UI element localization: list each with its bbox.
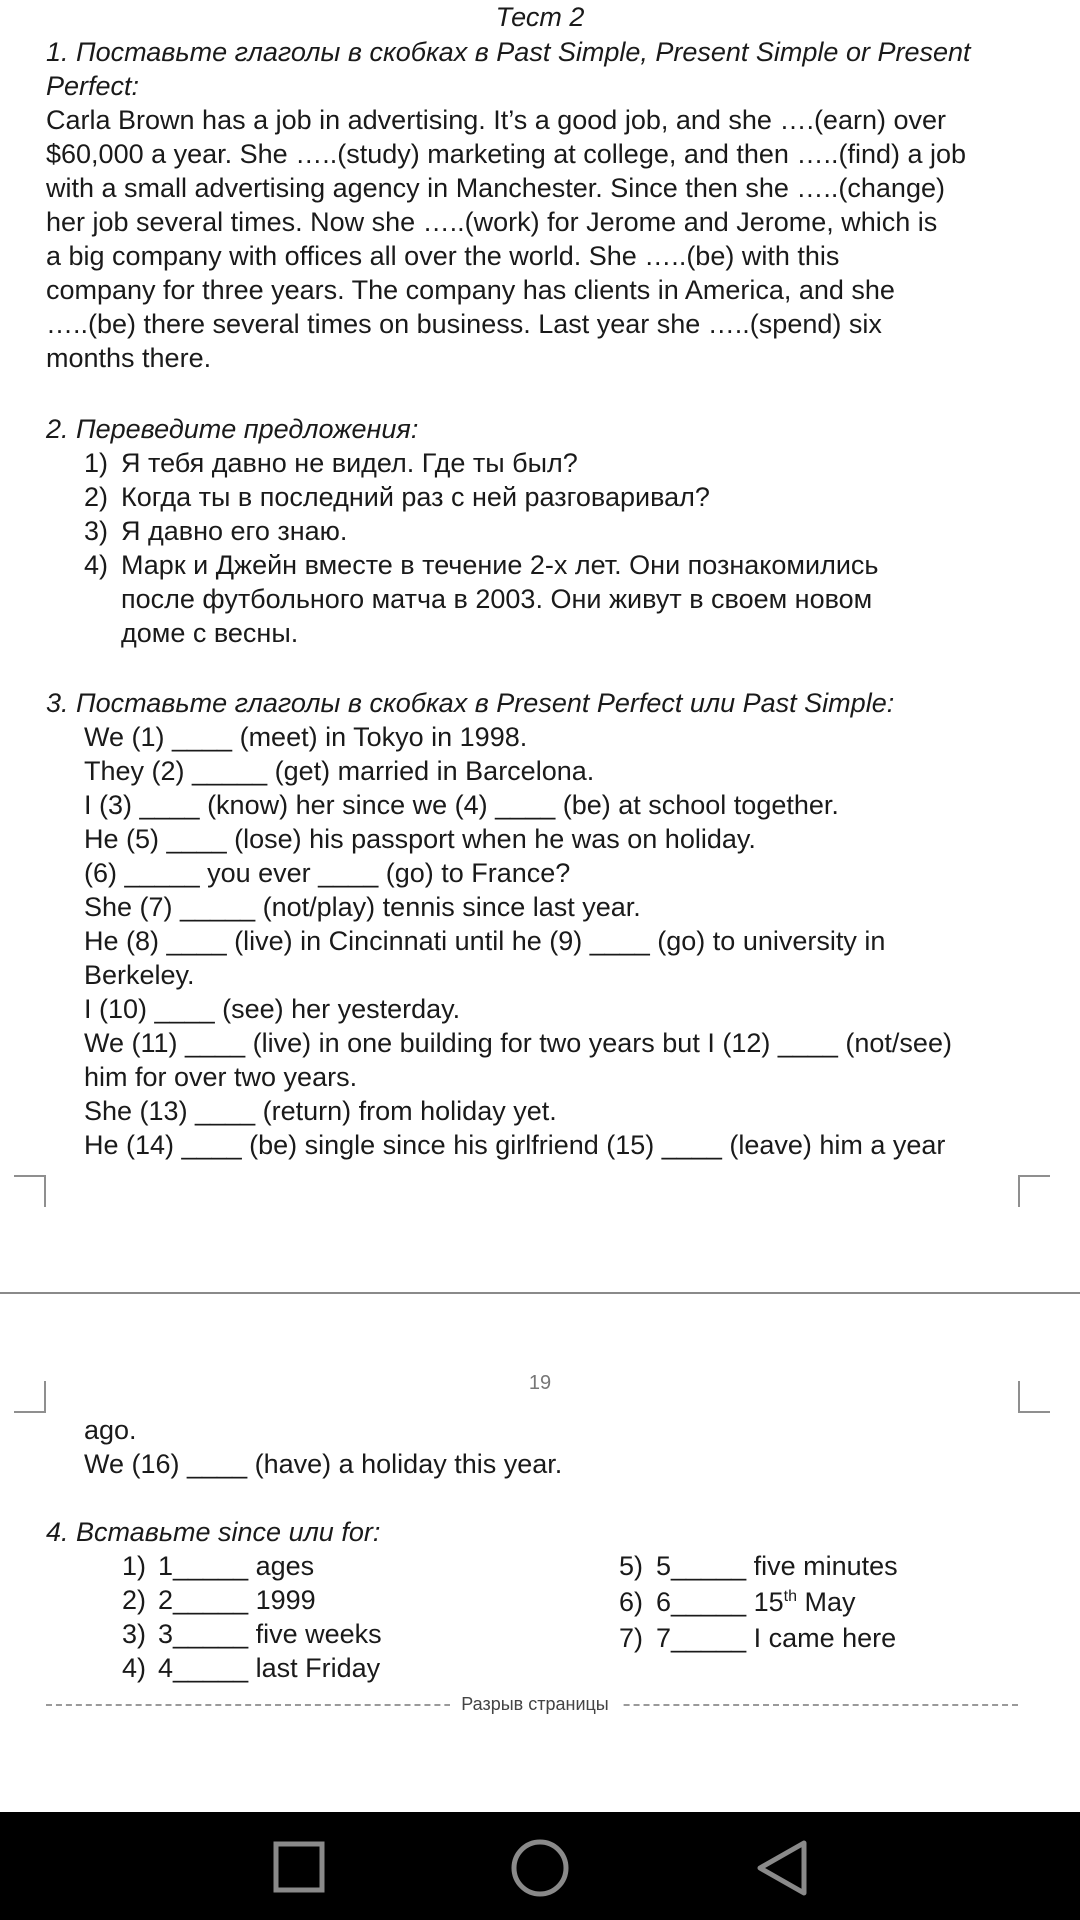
section4-item-text (656, 1585, 856, 1619)
section3-line: I (3) ____ (know) her since we (4) ____ (be) at school together. (84, 790, 839, 820)
section2-item-number: 2) (84, 482, 109, 512)
recent-apps-button[interactable] (272, 1840, 326, 1894)
section3-line: (6) _____ you ever ____ (go) to France? (84, 858, 571, 888)
section3-line: She (13) ____ (return) from holiday yet. (84, 1096, 557, 1126)
section3-heading: 3. Поставьте глаголы в скобках в Present Perfect или Past Simple: (46, 688, 895, 718)
section1-heading-line1: 1. Поставьте глаголы в скобках в Past Simple, Present Simple or Present (46, 37, 971, 67)
page-title: Тест 2 (495, 2, 585, 32)
section1-heading-line2: Perfect: (46, 71, 140, 101)
page-corner-mark (1018, 1175, 1050, 1207)
section4-item-text-main: 6_____ 15 (656, 1587, 784, 1617)
section3-line: ago. (84, 1415, 137, 1445)
section4-item-text: 2_____ 1999 (158, 1585, 316, 1615)
section4-item-number: 6) (619, 1587, 644, 1617)
section3-line: She (7) _____ (not/play) tennis since last year. (84, 892, 641, 922)
section3-line: He (8) ____ (live) in Cincinnati until he (9) ____ (go) to university in (84, 926, 886, 956)
page-corner-mark (14, 1175, 46, 1207)
section2-item-number: 1) (84, 448, 109, 478)
page-separator (0, 1292, 1080, 1294)
section4-heading: 4. Вставьте since или for: (46, 1517, 381, 1547)
section2-item-text: Я тебя давно не видел. Где ты был? (121, 448, 578, 478)
section4-item-number: 1) (122, 1551, 147, 1581)
section3-line: He (14) ____ (be) single since his girlfriend (15) ____ (leave) him a year (84, 1130, 946, 1160)
section4-item-text: 7_____ I came here (656, 1623, 897, 1653)
section4-item-text-after: May (796, 1587, 856, 1617)
home-button[interactable] (510, 1838, 570, 1898)
section1-text-line: her job several times. Now she …..(work) for Jerome and Jerome, which is (46, 207, 938, 237)
section2-item-text: Марк и Джейн вместе в течение 2-х лет. Они познакомились (121, 550, 879, 580)
page-break-label: Разрыв страницы (450, 1692, 620, 1716)
section4-item-text: 3_____ five weeks (158, 1619, 382, 1649)
section1-text-line: company for three years. The company has clients in America, and she (46, 275, 895, 305)
page-number: 19 (528, 1372, 552, 1394)
section3-line: They (2) _____ (get) married in Barcelona. (84, 756, 595, 786)
section2-item-number: 3) (84, 516, 109, 546)
section1-text-line: …..(be) there several times on business. Last year she …..(spend) six (46, 309, 882, 339)
section4-item-number: 5) (619, 1551, 644, 1581)
section1-text-line: a big company with offices all over the world. She …..(be) with this (46, 241, 840, 271)
section4-item-number: 7) (619, 1623, 644, 1653)
section4-item-number: 3) (122, 1619, 147, 1649)
section2-item-text: Когда ты в последний раз с ней разговаривал? (121, 482, 710, 512)
section4-item-text: 1_____ ages (158, 1551, 315, 1581)
ordinal-suffix: th (783, 1588, 797, 1605)
section2-item-text: после футбольного матча в 2003. Они живут в своем новом (121, 584, 873, 614)
section4-item-text: 5_____ five minutes (656, 1551, 898, 1581)
section2-item-text: доме с весны. (121, 618, 299, 648)
section1-text-line: with a small advertising agency in Manchester. Since then she …..(change) (46, 173, 945, 203)
square-icon (276, 1844, 322, 1890)
section1-text-line: Carla Brown has a job in advertising. It’s a good job, and she ….(earn) over (46, 105, 946, 135)
section4-item-number: 4) (122, 1653, 147, 1683)
section2-item-number: 4) (84, 550, 109, 580)
navigation-bar (0, 1812, 1080, 1920)
section3-line: Berkeley. (84, 960, 195, 990)
section4-item-number: 2) (122, 1585, 147, 1615)
section3-line: We (11) ____ (live) in one building for two years but I (12) ____ (not/see) (84, 1028, 952, 1058)
section3-line: We (16) ____ (have) a holiday this year. (84, 1449, 563, 1479)
section2-item-text: Я давно его знаю. (121, 516, 348, 546)
section2-heading: 2. Переведите предложения: (46, 414, 419, 444)
section3-line: him for over two years. (84, 1062, 358, 1092)
circle-icon (514, 1842, 566, 1894)
section3-line: I (10) ____ (see) her yesterday. (84, 994, 461, 1024)
section1-text-line: months there. (46, 343, 212, 373)
section4-item-text: 4_____ last Friday (158, 1653, 381, 1683)
triangle-back-icon (760, 1843, 804, 1893)
section1-text-line: $60,000 a year. She …..(study) marketing at college, and then …..(find) a job (46, 139, 967, 169)
back-button[interactable] (754, 1838, 810, 1898)
section3-line: He (5) ____ (lose) his passport when he was on holiday. (84, 824, 756, 854)
section3-line: We (1) ____ (meet) in Tokyo in 1998. (84, 722, 528, 752)
